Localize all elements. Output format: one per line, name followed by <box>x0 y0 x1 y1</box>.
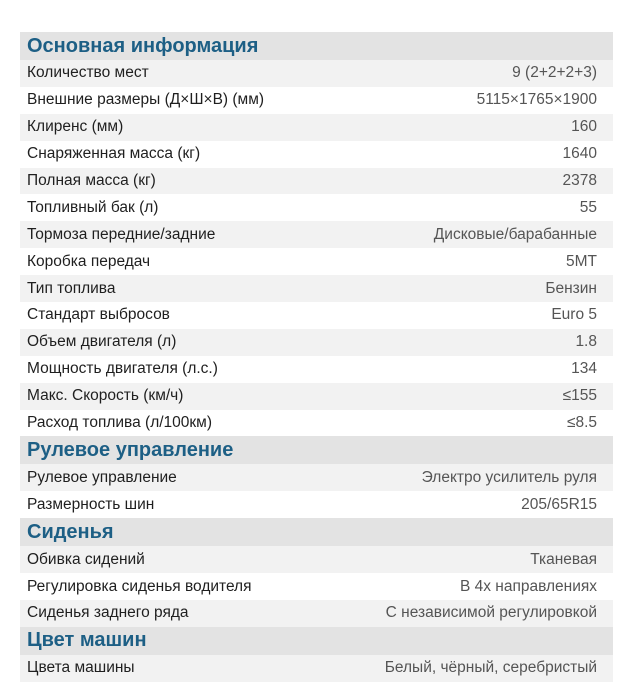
spec-row <box>20 221 613 248</box>
spec-value: Электро усилитель руля <box>421 468 597 486</box>
spec-label: Топливный бак (л) <box>27 198 159 216</box>
spec-row <box>20 114 613 141</box>
spec-row <box>20 329 613 356</box>
spec-label: Обивка сидений <box>27 550 145 568</box>
spec-value: ≤155 <box>562 387 597 405</box>
section-title: Основная информация <box>20 32 613 60</box>
spec-row <box>20 141 613 168</box>
spec-value: 2378 <box>562 172 597 189</box>
spec-value: В 4х направлениях <box>459 577 597 595</box>
spec-value: Тканевая <box>530 550 597 568</box>
section-seats <box>20 518 613 627</box>
spec-row <box>20 248 613 275</box>
spec-label: Размерность шин <box>27 495 155 513</box>
spec-value: Бензин <box>545 279 597 297</box>
spec-value: Euro 5 <box>551 306 597 324</box>
spec-label: Внешние размеры (Д×Ш×В) (мм) <box>27 91 265 109</box>
spec-label: Рулевое управление <box>27 468 177 486</box>
spec-row <box>20 410 613 437</box>
spec-value: ≤8.5 <box>566 414 597 432</box>
spec-row <box>20 464 613 491</box>
spec-table <box>20 32 613 682</box>
spec-value: Дисковые/барабанные <box>433 225 597 243</box>
spec-row <box>20 573 613 600</box>
spec-row <box>20 168 613 195</box>
spec-row <box>20 356 613 383</box>
spec-value: 160 <box>571 118 597 136</box>
spec-value: 9 (2+2+2+3) <box>512 64 597 82</box>
section-steering <box>20 436 613 518</box>
spec-label: Тормоза передние/задние <box>27 225 216 243</box>
spec-label: Регулировка сиденья водителя <box>27 577 252 595</box>
spec-label: Количество мест <box>27 64 149 82</box>
spec-row <box>20 60 613 87</box>
spec-label: Расход топлива (л/100км) <box>27 414 213 432</box>
spec-label: Сиденья заднего ряда <box>27 604 189 622</box>
spec-label: Макс. Скорость (км/ч) <box>27 387 184 405</box>
spec-row <box>20 655 613 682</box>
spec-row <box>20 383 613 410</box>
section-title: Сиденья <box>20 518 613 546</box>
section-main-info <box>20 32 613 436</box>
spec-label: Стандарт выбросов <box>27 306 170 324</box>
spec-label: Тип топлива <box>27 279 116 297</box>
spec-row <box>20 194 613 221</box>
spec-label: Объем двигателя (л) <box>27 333 177 351</box>
spec-row <box>20 600 613 627</box>
spec-row <box>20 87 613 114</box>
section-title: Цвет машин <box>20 627 613 655</box>
spec-label: Мощность двигателя (л.с.) <box>27 360 218 378</box>
spec-row <box>20 546 613 573</box>
spec-row <box>20 302 613 329</box>
spec-value: 1640 <box>562 145 597 163</box>
spec-row <box>20 275 613 302</box>
spec-label: Клиренс (мм) <box>27 118 124 136</box>
spec-label: Снаряженная масса (кг) <box>27 145 201 163</box>
spec-label: Полная масса (кг) <box>27 172 156 189</box>
spec-value: 5115×1765×1900 <box>476 91 597 109</box>
spec-value: 5МТ <box>566 252 597 270</box>
spec-value: 55 <box>579 198 597 216</box>
section-colors <box>20 627 613 682</box>
spec-label: Коробка передач <box>27 252 151 270</box>
section-title: Рулевое управление <box>20 436 613 464</box>
spec-row <box>20 491 613 518</box>
spec-value: Белый, чёрный, серебристый <box>384 659 597 677</box>
spec-value: 1.8 <box>575 333 597 351</box>
spec-value: С независимой регулировкой <box>385 604 597 622</box>
spec-label: Цвета машины <box>27 659 135 677</box>
spec-value: 134 <box>571 360 597 378</box>
spec-value: 205/65R15 <box>521 495 597 513</box>
